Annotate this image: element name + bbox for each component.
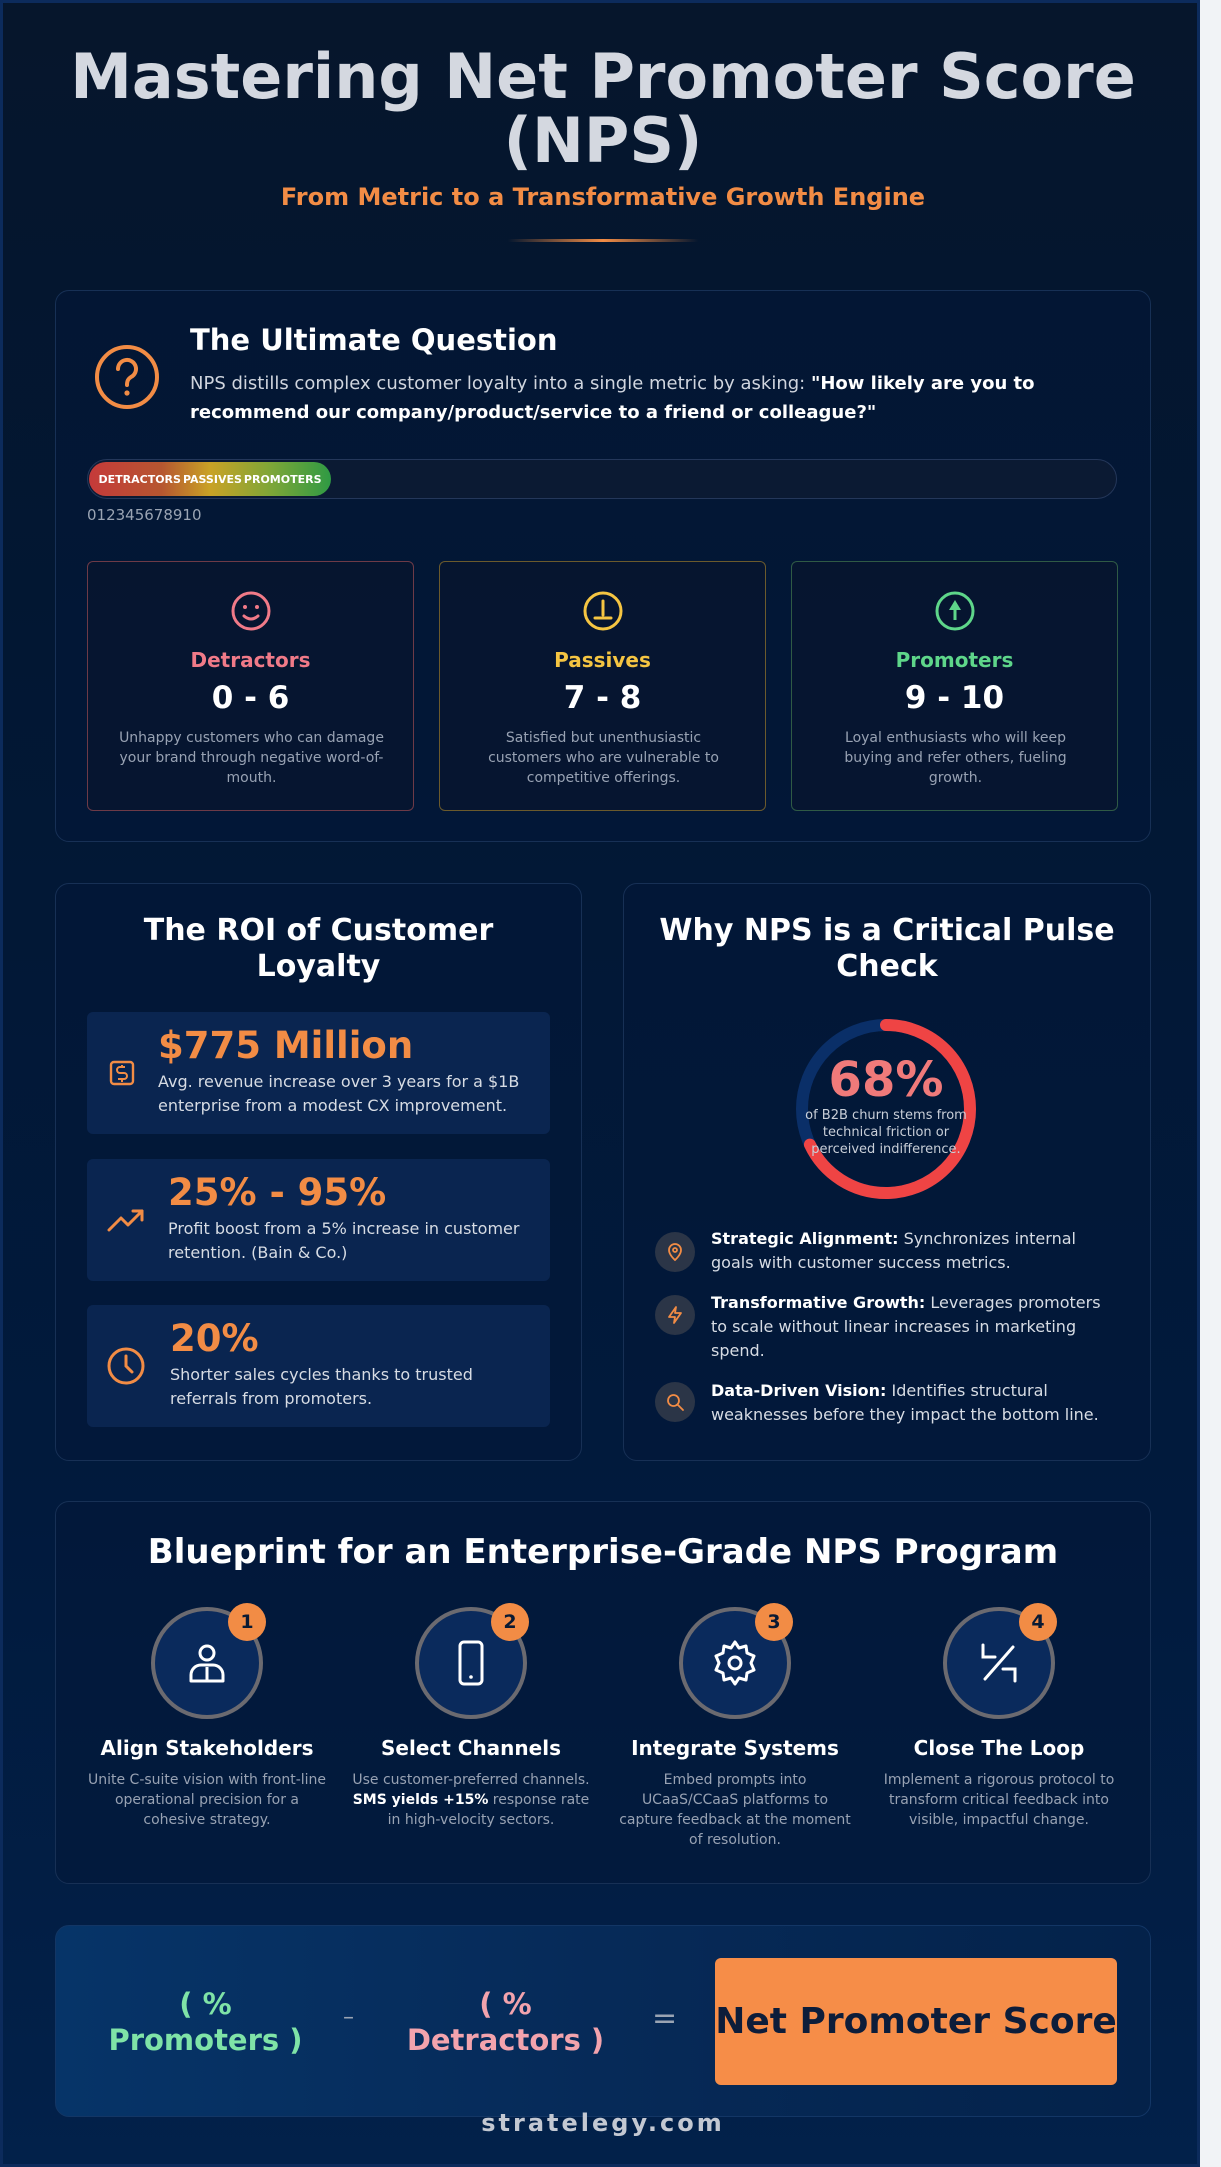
- close-loop-icon: [973, 1637, 1025, 1689]
- segment-range: 7 - 8: [563, 680, 642, 716]
- lightning-icon: [665, 1305, 685, 1325]
- segment-description: Loyal enthusiasts who will keep buying and refer others, fueling growth.: [844, 730, 1067, 786]
- pulse-point-icon: [655, 1295, 695, 1335]
- smile-face-icon: [934, 590, 976, 632]
- segment-range: 0 - 6: [211, 680, 290, 716]
- question-circle-icon: [93, 343, 161, 411]
- footer-brand: stratelegy.com: [481, 2109, 725, 2137]
- pulse-point: [711, 1227, 1111, 1275]
- question-title: The Ultimate Question: [190, 323, 558, 357]
- step-desc-text: Use customer-preferred channels.: [352, 1772, 590, 1788]
- pulse-title: Why NPS is a Critical Pulse Check: [659, 913, 1115, 984]
- step-number-badge: 3: [755, 1603, 793, 1641]
- pulse-point-label: Transformative Growth:: [711, 1293, 926, 1312]
- formula-result: Net Promoter Score: [715, 1958, 1117, 2085]
- stat-description: Profit boost from a 5% increase in customer retention. (Bain & Co.): [168, 1219, 520, 1262]
- scale-numbers: 012345678910: [87, 506, 202, 524]
- segment-description: Satisfied but unenthusiastic customers who are vulnerable to competitive offerings.: [488, 730, 719, 786]
- question-lead: NPS distills complex customer loyalty into a single metric by asking:: [190, 373, 806, 394]
- scale-label-promoters: PROMOTERS: [243, 472, 322, 486]
- pulse-point-icon: [655, 1382, 695, 1422]
- roi-title: The ROI of Customer Loyalty: [143, 913, 494, 984]
- formula-equals: =: [652, 2001, 678, 2036]
- step-description: [351, 1770, 591, 1830]
- stat-value: 25% - 95%: [168, 1171, 387, 1214]
- roi-stat: [87, 1305, 550, 1427]
- clock-icon: [105, 1345, 147, 1387]
- step-number-badge: 2: [491, 1603, 529, 1641]
- step-title: Integrate Systems: [631, 1736, 839, 1760]
- scale-label-passives: PASSIVES: [182, 472, 242, 486]
- formula-minus: –: [343, 2005, 354, 2030]
- stat-description: Shorter sales cycles thanks to trusted referrals from promoters.: [170, 1365, 473, 1408]
- location-pin-icon: [665, 1242, 685, 1262]
- step-description: [879, 1770, 1119, 1830]
- roi-stat: [87, 1012, 550, 1134]
- segment-name: Passives: [554, 648, 651, 672]
- stat-value: 20%: [170, 1317, 259, 1360]
- roi-stat: [87, 1159, 550, 1281]
- step-desc-text: Implement a rigorous protocol to transform critical feedback into visible, impactful change.: [883, 1772, 1115, 1828]
- gear-icon: [709, 1637, 761, 1689]
- title-divider: [508, 239, 698, 242]
- step-desc-text: response rate in high-velocity sectors.: [387, 1792, 590, 1828]
- donut-label: of B2B churn stems from technical friction or perceived indifference.: [805, 1108, 967, 1157]
- page-title: Mastering Net Promoter Score (NPS): [70, 40, 1136, 177]
- step-description: [615, 1770, 855, 1850]
- page-subtitle: From Metric to a Transformative Growth Engine: [280, 183, 926, 211]
- step-desc-text: Unite C-suite vision with front-line operational precision for a cohesive strategy.: [87, 1772, 327, 1828]
- smartphone-icon: [445, 1637, 497, 1689]
- pulse-point-text: Identifies structural weaknesses before they impact the bottom line.: [711, 1381, 1099, 1424]
- dollar-receipt-icon: [101, 1052, 143, 1094]
- segment-name: Promoters: [895, 648, 1014, 672]
- segment-promoters: [791, 561, 1118, 811]
- step-number-badge: 1: [228, 1603, 266, 1641]
- segment-description: Unhappy customers who can damage your brand through negative word-of-mouth.: [119, 730, 384, 786]
- question-quote: "How likely are you to recommend our company/product/service to a friend or colleague?": [190, 373, 1035, 423]
- pulse-point-text: Synchronizes internal goals with customer success metrics.: [711, 1229, 1076, 1272]
- formula-promoters: ( % Promoters ): [108, 1987, 303, 2057]
- segment-detractors: [87, 561, 414, 811]
- pulse-point: [711, 1291, 1111, 1363]
- neutral-face-icon: [582, 590, 624, 632]
- pulse-point-label: Data-Driven Vision:: [711, 1381, 887, 1400]
- donut-value: 68%: [828, 1052, 944, 1108]
- segment-name: Detractors: [190, 648, 311, 672]
- step-title: Close The Loop: [913, 1736, 1085, 1760]
- step-title: Select Channels: [381, 1736, 561, 1760]
- frown-face-icon: [230, 590, 272, 632]
- segment-passives: [439, 561, 766, 811]
- pulse-point-icon: [655, 1232, 695, 1272]
- scale-label-detractors: DETRACTORS: [98, 472, 181, 486]
- segment-range: 9 - 10: [904, 680, 1005, 716]
- people-icon: [181, 1637, 233, 1689]
- formula-detractors: ( % Detractors ): [406, 1987, 605, 2057]
- pulse-point-label: Strategic Alignment:: [711, 1229, 899, 1248]
- nps-scale-bar: [89, 462, 331, 496]
- pulse-point-text: Leverages promoters to scale without linear increases in marketing spend.: [711, 1293, 1101, 1360]
- magnifier-icon: [665, 1392, 685, 1412]
- step-description: [87, 1770, 327, 1830]
- trending-up-icon: [105, 1199, 147, 1241]
- question-text: [190, 369, 1070, 427]
- step-desc-text: Embed prompts into UCaaS/CCaaS platforms to capture feedback at the moment of resolution.: [619, 1772, 851, 1848]
- pulse-point: [711, 1379, 1111, 1427]
- step-number-badge: 4: [1019, 1603, 1057, 1641]
- step-title: Align Stakeholders: [100, 1736, 314, 1760]
- blueprint-title: Blueprint for an Enterprise-Grade NPS Program: [147, 1532, 1059, 1572]
- stat-description: Avg. revenue increase over 3 years for a $1B enterprise from a modest CX improvement.: [158, 1072, 520, 1115]
- step-desc-highlight: SMS yields +15%: [352, 1792, 489, 1808]
- stat-value: $775 Million: [158, 1024, 414, 1067]
